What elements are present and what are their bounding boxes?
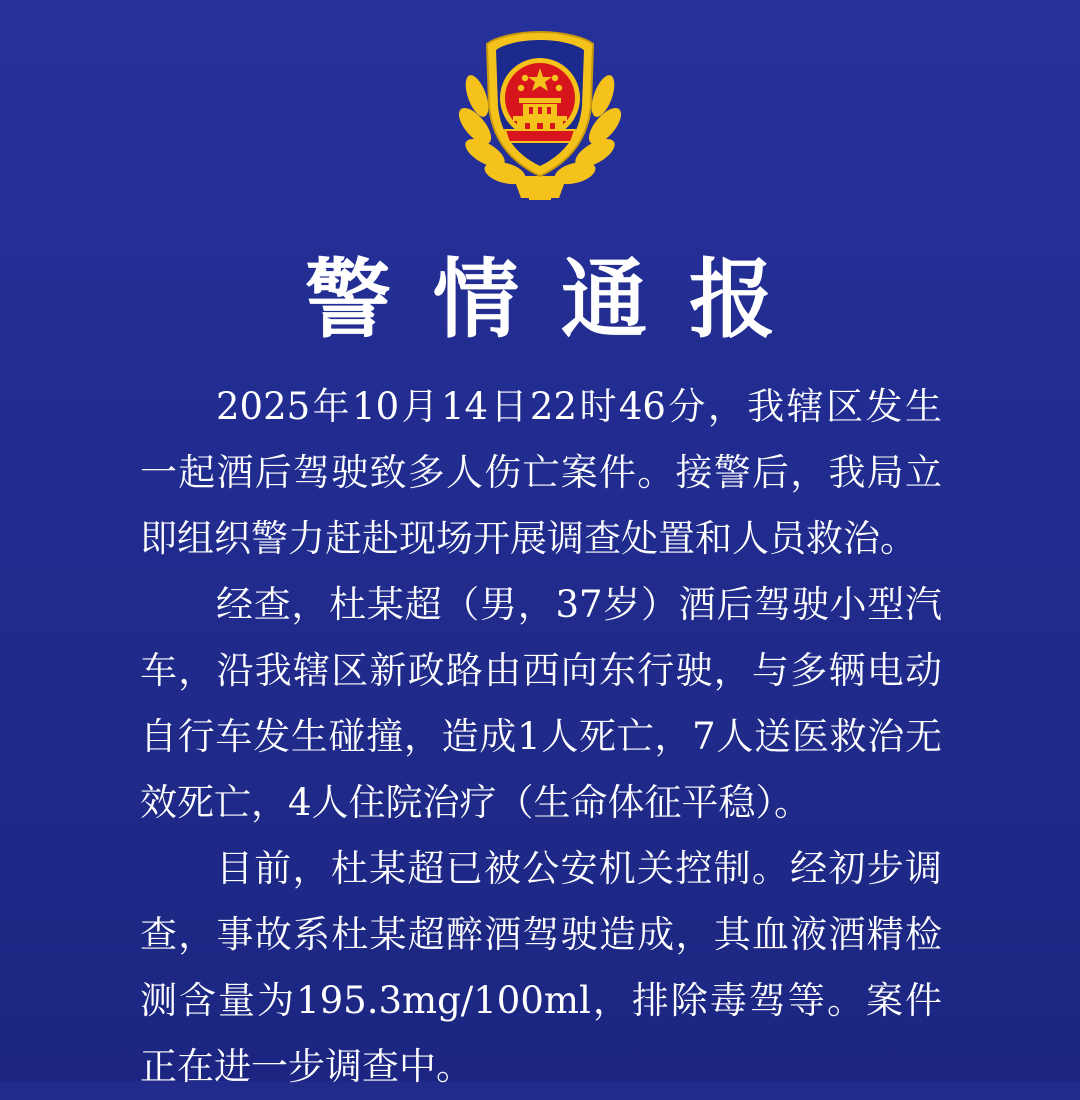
- notice-paragraph: 目前，杜某超已被公安机关控制。经初步调查，事故系杜某超醉酒驾驶造成，其血液酒精检测含量为195.3mg/100ml，排除毒驾等。案件正在进一步调查中。: [140, 847, 942, 1088]
- notice-paragraph: 2025年10月14日22时46分，我辖区发生一起酒后驾驶致多人伤亡案件。接警后，我局立即组织警力赶赴现场开展调查处置和人员救治。: [140, 385, 942, 560]
- police-emblem-icon: [455, 26, 625, 202]
- notice-title: 警情通报: [305, 249, 817, 350]
- notice-paragraph: 经查，杜某超（男，37岁）酒后驾驶小型汽车，沿我辖区新政路由西向东行驶，与多辆电动自行车发生碰撞，造成1人死亡，7人送医救治无效死亡，4人住院治疗（生命体征平稳）。: [140, 583, 942, 824]
- notice-body: [140, 374, 942, 1100]
